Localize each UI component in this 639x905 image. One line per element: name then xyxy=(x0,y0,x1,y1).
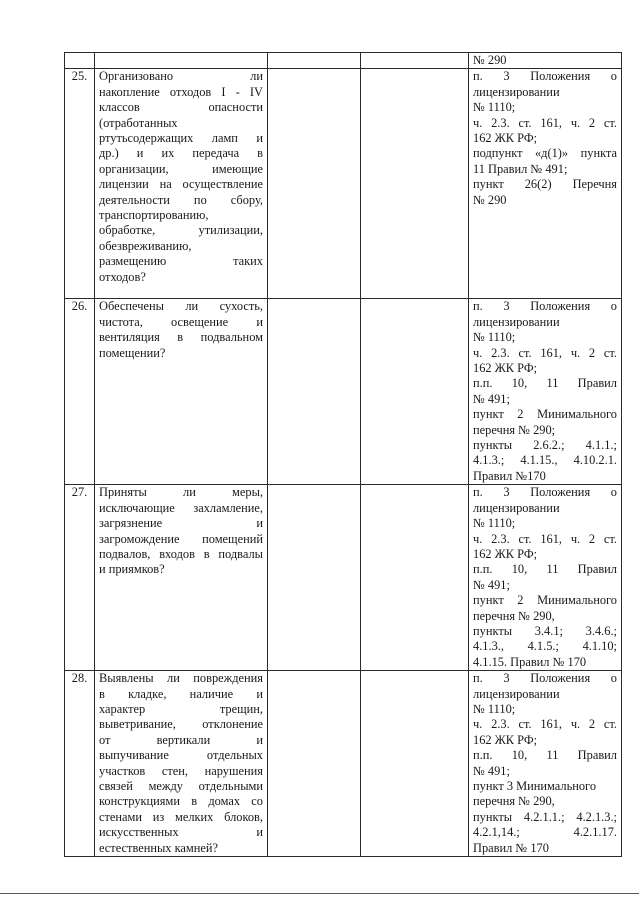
cell-question xyxy=(95,69,268,299)
reference-line: лицензировании xyxy=(473,84,560,99)
table-row xyxy=(65,485,622,671)
reference-line: 162 ЖК РФ; xyxy=(473,546,538,561)
table-row-continuation xyxy=(65,53,622,69)
question-line: деятельности по сбору, xyxy=(99,192,263,207)
cell-reference xyxy=(469,53,622,69)
reference-line: лицензировании xyxy=(473,500,560,515)
reference-line: 4.1.3.; 4.1.15., 4.10.2.1. xyxy=(473,453,617,468)
reference-line: 162 ЖК РФ; xyxy=(473,732,538,747)
table-row xyxy=(65,671,622,857)
reference-line: 11 Правил № 491; xyxy=(473,161,568,176)
question-line: стенами из мелких блоков, xyxy=(99,809,263,824)
reference-line: пункт 2 Минимального xyxy=(473,407,617,422)
cell-num: 27. xyxy=(65,485,95,671)
cell-reference xyxy=(469,485,622,671)
reference-line: п. 3 Положения о xyxy=(473,671,617,686)
question-line: лицензии на осуществление xyxy=(99,177,263,192)
question-line: помещении? xyxy=(99,345,166,360)
question-line: размещению таких xyxy=(99,254,263,269)
reference-line: пункты 3.4.1; 3.4.6.; xyxy=(473,623,617,638)
question-line: чистота, освещение и xyxy=(99,314,263,329)
reference-line: Правил №170 xyxy=(473,468,546,483)
question-line: и приямков? xyxy=(99,562,165,577)
question-line: в кладке, наличие и xyxy=(99,686,263,701)
reference-line: № 290 xyxy=(473,192,507,207)
cell-reference xyxy=(469,671,622,857)
question-line: характер трещин, xyxy=(99,701,263,716)
reference-line: п.п. 10, 11 Правил xyxy=(473,562,617,577)
cell-empty xyxy=(268,299,361,485)
question-line: Обеспечены ли сухость, xyxy=(99,299,263,314)
reference-line: п. 3 Положения о xyxy=(473,69,617,84)
reference-line: ч. 2.3. ст. 161, ч. 2 ст. xyxy=(473,531,617,546)
reference-line: подпункт «д(1)» пункта xyxy=(473,146,617,161)
question-line: участков стен, нарушения xyxy=(99,763,263,778)
cell-num: 25. xyxy=(65,69,95,299)
reference-line: № 1110; xyxy=(473,701,516,716)
question-line: Приняты ли меры, xyxy=(99,485,263,500)
page-bottom-rule xyxy=(0,893,639,894)
question-line: накопление отходов I - IV xyxy=(99,84,263,99)
question-line: обезвреживанию, xyxy=(99,238,192,253)
question-line: обработке, утилизации, xyxy=(99,223,263,238)
reference-line: 4.1.3., 4.1.5.; 4.1.10; xyxy=(473,639,617,654)
question-line: конструкциями в домах со xyxy=(99,794,263,809)
cell-empty xyxy=(361,69,469,299)
reference-line: перечня № 290; xyxy=(473,422,556,437)
reference-line: пункты 2.6.2.; 4.1.1.; xyxy=(473,438,617,453)
reference-line: № 491; xyxy=(473,763,510,778)
reference-line: п.п. 10, 11 Правил xyxy=(473,748,617,763)
reference-line: перечня № 290, xyxy=(473,794,555,809)
question-line: Организовано ли xyxy=(99,69,263,84)
reference-line: пункт 3 Минимального xyxy=(473,779,597,793)
question-line: выветривание, отклонение xyxy=(99,717,263,732)
cell-question xyxy=(95,485,268,671)
question-line: Выявлены ли повреждения xyxy=(99,671,263,686)
reference-line: 4.1.15. Правил № 170 xyxy=(473,654,587,669)
cell-num: 26. xyxy=(65,299,95,485)
question-line: транспортированию, xyxy=(99,208,209,223)
cell-empty xyxy=(361,485,469,671)
reference-line: ч. 2.3. ст. 161, ч. 2 ст. xyxy=(473,115,617,130)
reference-line: п. 3 Положения о xyxy=(473,299,617,314)
question-line: отходов? xyxy=(99,269,146,284)
checklist-table xyxy=(64,52,622,857)
cell-num: 28. xyxy=(65,671,95,857)
question-line: естественных камней? xyxy=(99,840,219,855)
cell-question xyxy=(95,53,268,69)
reference-line: 4.2.1,14.; 4.2.1.17. xyxy=(473,825,617,840)
question-line: организации, имеющие xyxy=(99,161,263,176)
reference-line: 162 ЖК РФ; xyxy=(473,361,538,376)
cell-empty xyxy=(361,53,469,69)
question-line: классов опасности xyxy=(99,100,263,115)
question-line: вентиляция в подвальном xyxy=(99,330,263,345)
reference-line: 162 ЖК РФ; xyxy=(473,131,538,146)
reference-line: ч. 2.3. ст. 161, ч. 2 ст. xyxy=(473,717,617,732)
cell-reference xyxy=(469,299,622,485)
question-line: загрязнение и xyxy=(99,516,263,531)
question-line: от вертикали и xyxy=(99,732,263,747)
reference-line: лицензировании xyxy=(473,686,560,701)
reference-line: № 1110; xyxy=(473,330,516,345)
question-line: искусственных и xyxy=(99,825,263,840)
table-row xyxy=(65,69,622,299)
question-line: загромождение помещений xyxy=(99,531,263,546)
reference-line: пункт 26(2) Перечня xyxy=(473,177,617,192)
cell-empty xyxy=(268,485,361,671)
question-line: выпучивание отдельных xyxy=(99,748,263,763)
cell-empty xyxy=(268,53,361,69)
question-line: (отработанных xyxy=(99,115,178,130)
reference-line: п.п. 10, 11 Правил xyxy=(473,376,617,391)
cell-empty xyxy=(268,69,361,299)
cell-question xyxy=(95,671,268,857)
cell-question xyxy=(95,299,268,485)
reference-line: пункты 4.2.1.1.; 4.2.1.3.; xyxy=(473,809,617,824)
cell-num xyxy=(65,53,95,69)
reference-line: № 1110; xyxy=(473,100,516,115)
reference-line: п. 3 Положения о xyxy=(473,485,617,500)
question-line: связей между отдельными xyxy=(99,779,263,793)
reference-line: Правил № 170 xyxy=(473,840,549,855)
reference-line: № 1110; xyxy=(473,516,516,531)
reference-line: № 290 xyxy=(473,53,507,67)
reference-line: пункт 2 Минимального xyxy=(473,593,617,608)
question-line: исключающие захламление, xyxy=(99,500,263,515)
reference-line: № 491; xyxy=(473,577,510,592)
table-row xyxy=(65,299,622,485)
cell-empty xyxy=(268,671,361,857)
reference-line: № 491; xyxy=(473,391,510,406)
reference-line: лицензировании xyxy=(473,314,560,329)
reference-line: ч. 2.3. ст. 161, ч. 2 ст. xyxy=(473,345,617,360)
reference-line: перечня № 290, xyxy=(473,608,555,623)
cell-empty xyxy=(361,671,469,857)
cell-reference xyxy=(469,69,622,299)
question-line: ртутьсодержащих ламп и xyxy=(99,131,263,146)
cell-empty xyxy=(361,299,469,485)
question-line: подвалов, входов в подвалы xyxy=(99,546,263,561)
question-line: др.) и их передача в xyxy=(99,146,263,161)
